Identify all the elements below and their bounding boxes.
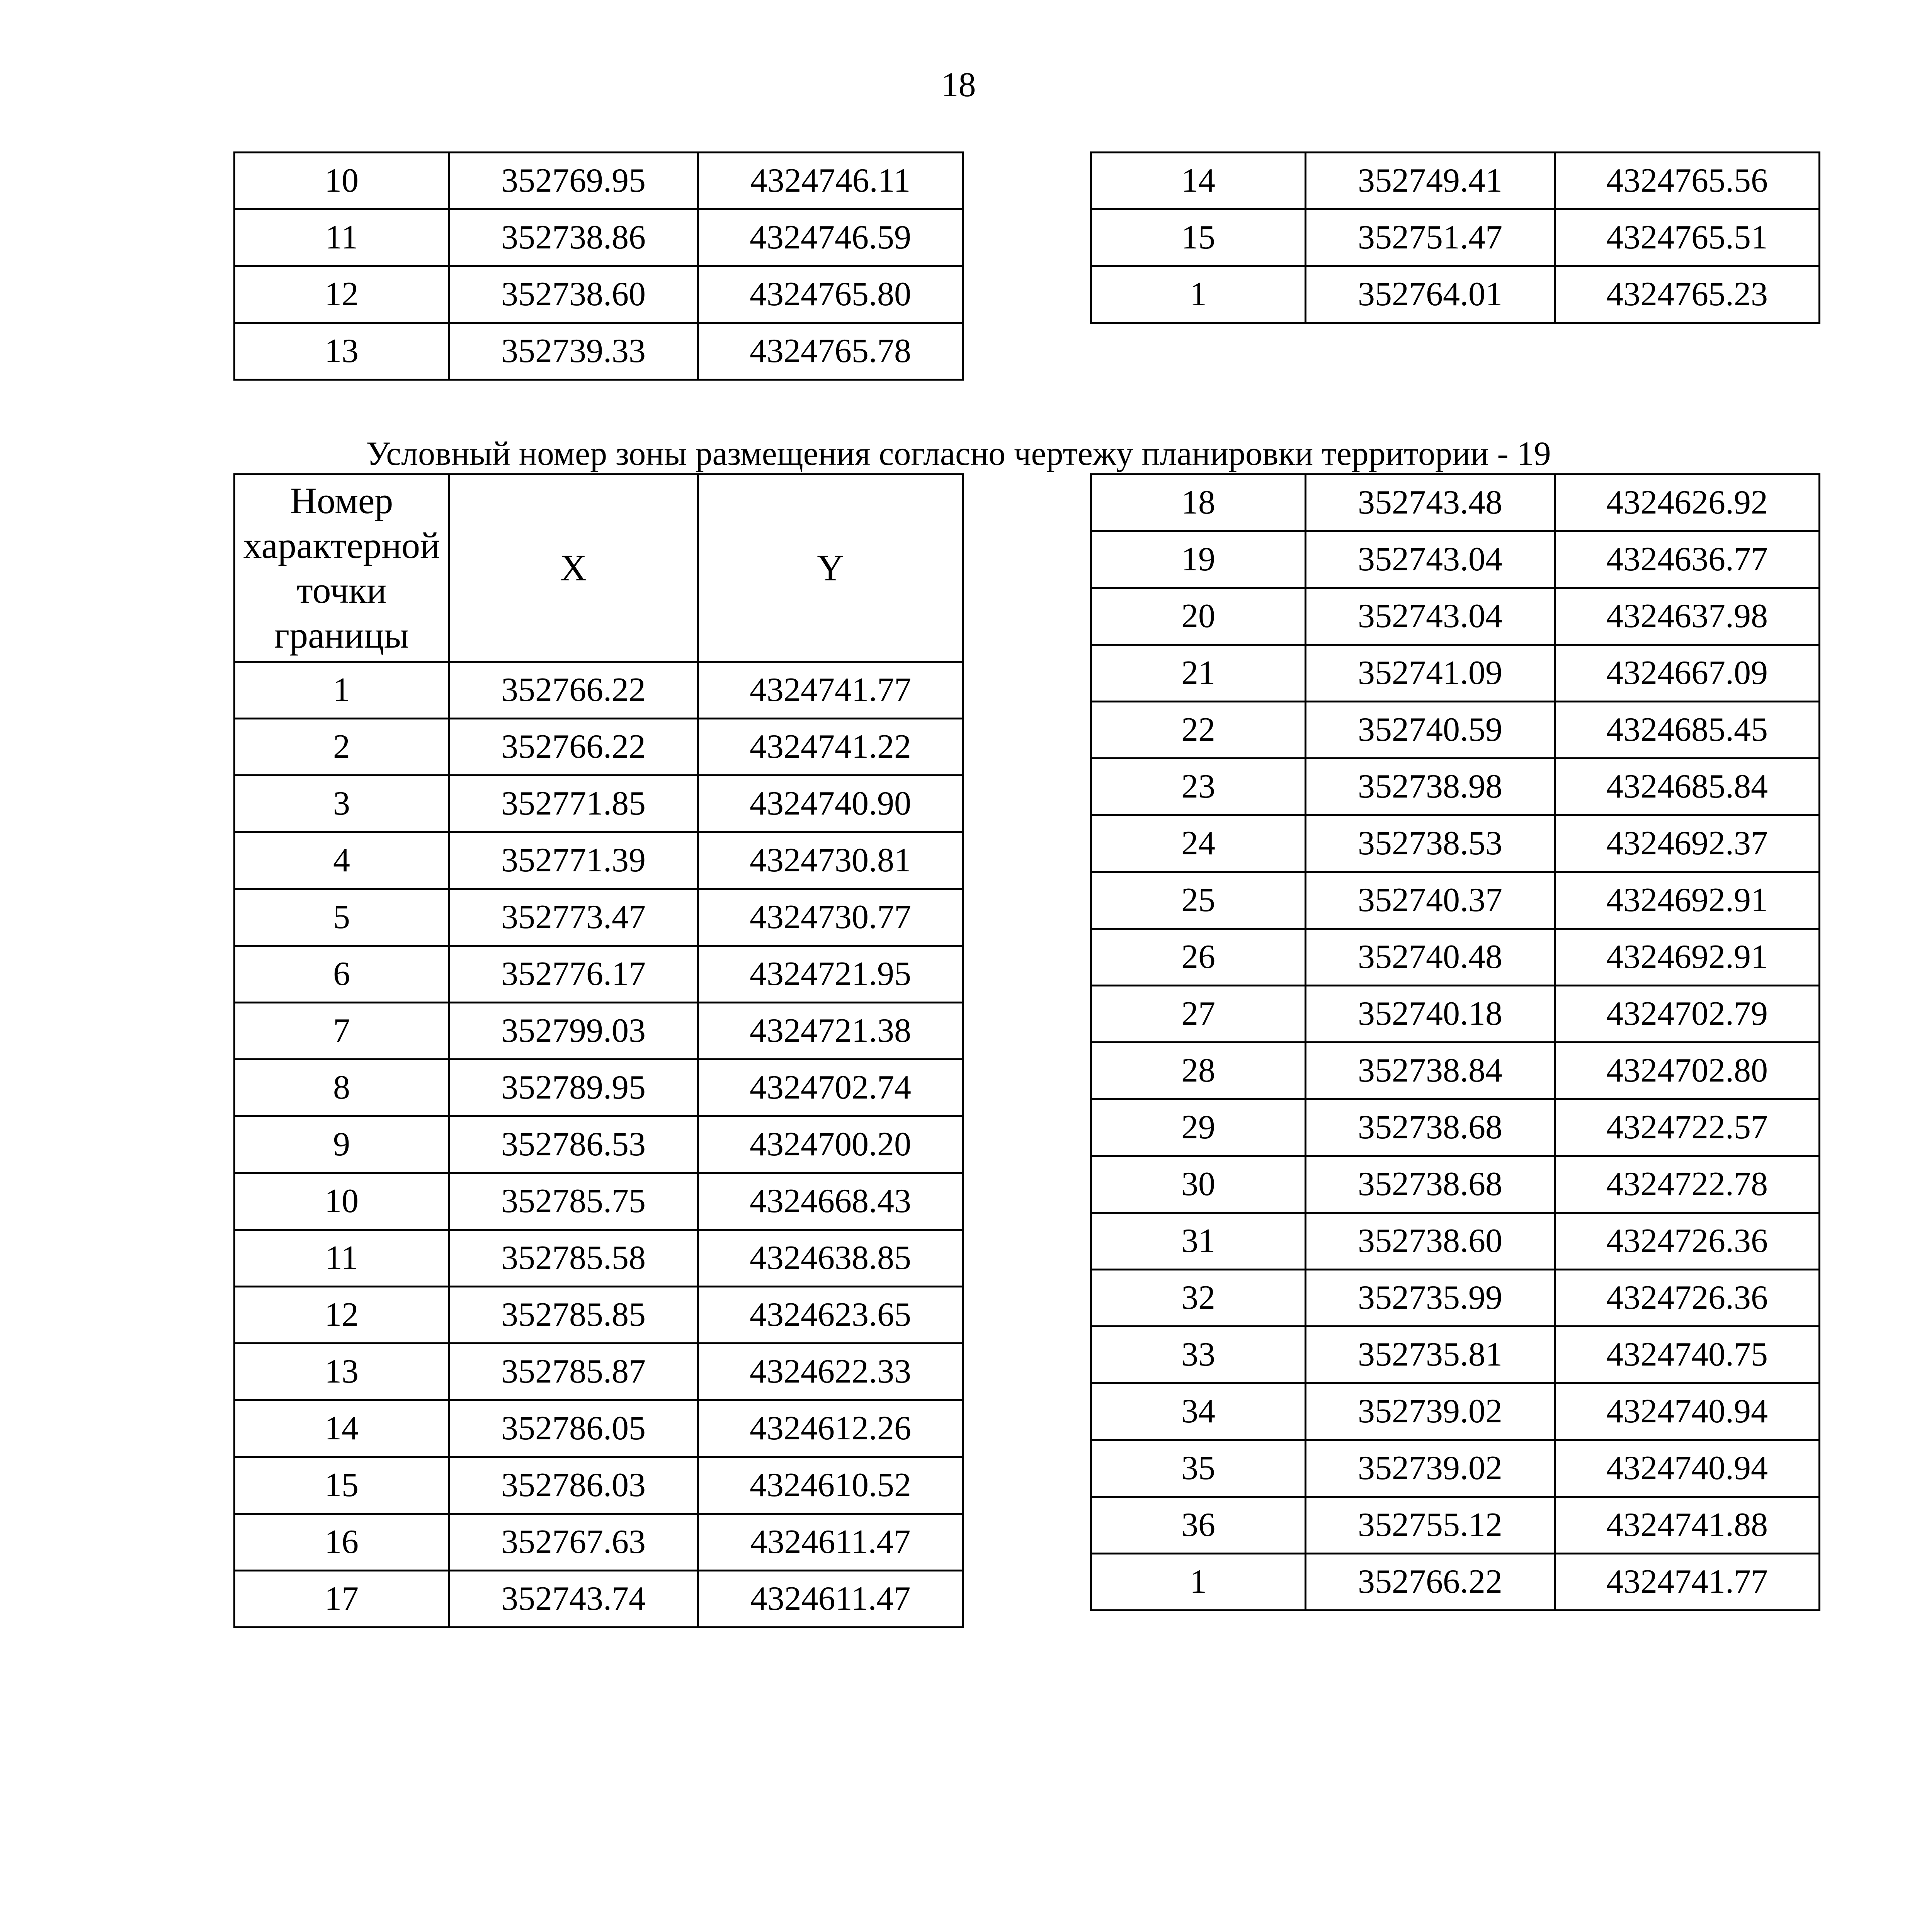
x-coordinate-cell: 352786.05: [449, 1400, 698, 1457]
table-row: [235, 1060, 963, 1116]
table-row: [235, 946, 963, 1003]
y-coordinate-cell: 4324636.77: [1555, 531, 1820, 588]
table-row: [1091, 209, 1820, 266]
y-coordinate-cell: 4324623.65: [698, 1287, 963, 1344]
point-number-cell: 11: [235, 209, 449, 266]
table-row: [235, 889, 963, 946]
point-number-cell: 15: [1091, 209, 1306, 266]
table-row: [235, 1287, 963, 1344]
point-number-cell: 17: [235, 1571, 449, 1628]
point-number-cell: 15: [235, 1457, 449, 1514]
table-row: [1091, 266, 1820, 323]
table-row: [1091, 1383, 1820, 1440]
zone-caption: Условный номер зоны размещения согласно чертежу планировки территории - 19: [366, 435, 1551, 473]
point-number-cell: 29: [1091, 1099, 1306, 1156]
point-number-cell: 20: [1091, 588, 1306, 645]
y-coordinate-cell: 4324765.80: [698, 266, 963, 323]
point-number-cell: 26: [1091, 929, 1306, 986]
x-coordinate-cell: 352735.81: [1306, 1327, 1555, 1383]
point-number-cell: 27: [1091, 986, 1306, 1043]
x-coordinate-cell: 352785.87: [449, 1344, 698, 1400]
header-y: Y: [698, 474, 963, 662]
table-row: [235, 209, 963, 266]
point-number-cell: 12: [235, 266, 449, 323]
table-row: [235, 1173, 963, 1230]
point-number-cell: 1: [1091, 266, 1306, 323]
y-coordinate-cell: 4324765.56: [1555, 153, 1820, 209]
x-coordinate-cell: 352741.09: [1306, 645, 1555, 702]
table-row: [235, 1344, 963, 1400]
x-coordinate-cell: 352771.39: [449, 832, 698, 889]
y-coordinate-cell: 4324692.91: [1555, 872, 1820, 929]
table-row: [235, 1003, 963, 1060]
point-number-cell: 35: [1091, 1440, 1306, 1497]
table-row: [235, 153, 963, 209]
table-row: [1091, 474, 1820, 531]
point-number-cell: 5: [235, 889, 449, 946]
y-coordinate-cell: 4324741.77: [1555, 1554, 1820, 1611]
y-coordinate-cell: 4324730.77: [698, 889, 963, 946]
table-row: [1091, 1270, 1820, 1327]
x-coordinate-cell: 352767.63: [449, 1514, 698, 1571]
x-coordinate-cell: 352740.48: [1306, 929, 1555, 986]
x-coordinate-cell: 352766.22: [449, 719, 698, 776]
x-coordinate-cell: 352740.59: [1306, 702, 1555, 759]
y-coordinate-cell: 4324692.91: [1555, 929, 1820, 986]
x-coordinate-cell: 352785.85: [449, 1287, 698, 1344]
y-coordinate-cell: 4324765.23: [1555, 266, 1820, 323]
x-coordinate-cell: 352735.99: [1306, 1270, 1555, 1327]
y-coordinate-cell: 4324667.09: [1555, 645, 1820, 702]
table-row: [235, 662, 963, 719]
table-row: [1091, 531, 1820, 588]
y-coordinate-cell: 4324722.78: [1555, 1156, 1820, 1213]
point-number-cell: 2: [235, 719, 449, 776]
x-coordinate-cell: 352738.68: [1306, 1099, 1555, 1156]
point-number-cell: 6: [235, 946, 449, 1003]
y-coordinate-cell: 4324740.94: [1555, 1383, 1820, 1440]
table-row: [235, 832, 963, 889]
table-row: [1091, 1099, 1820, 1156]
point-number-cell: 34: [1091, 1383, 1306, 1440]
point-number-cell: 13: [235, 323, 449, 380]
point-number-cell: 10: [235, 153, 449, 209]
table-row: [1091, 1497, 1820, 1554]
y-coordinate-cell: 4324721.95: [698, 946, 963, 1003]
x-coordinate-cell: 352738.98: [1306, 759, 1555, 815]
point-number-cell: 13: [235, 1344, 449, 1400]
table-row: [235, 719, 963, 776]
x-coordinate-cell: 352764.01: [1306, 266, 1555, 323]
x-coordinate-cell: 352738.60: [1306, 1213, 1555, 1270]
x-coordinate-cell: 352739.02: [1306, 1383, 1555, 1440]
table-row: [235, 1571, 963, 1628]
table-row: [1091, 872, 1820, 929]
y-coordinate-cell: 4324610.52: [698, 1457, 963, 1514]
y-coordinate-cell: 4324722.57: [1555, 1099, 1820, 1156]
x-coordinate-cell: 352739.33: [449, 323, 698, 380]
x-coordinate-cell: 352739.02: [1306, 1440, 1555, 1497]
table-row: [1091, 815, 1820, 872]
table-row: [235, 1230, 963, 1287]
point-number-cell: 1: [235, 662, 449, 719]
point-number-cell: 14: [235, 1400, 449, 1457]
x-coordinate-cell: 352799.03: [449, 1003, 698, 1060]
point-number-cell: 33: [1091, 1327, 1306, 1383]
table-row: [1091, 759, 1820, 815]
point-number-cell: 10: [235, 1173, 449, 1230]
y-coordinate-cell: 4324741.22: [698, 719, 963, 776]
x-coordinate-cell: 352755.12: [1306, 1497, 1555, 1554]
table-row: [1091, 588, 1820, 645]
y-coordinate-cell: 4324741.77: [698, 662, 963, 719]
y-coordinate-cell: 4324700.20: [698, 1116, 963, 1173]
point-number-cell: 25: [1091, 872, 1306, 929]
y-coordinate-cell: 4324702.80: [1555, 1043, 1820, 1099]
x-coordinate-cell: 352769.95: [449, 153, 698, 209]
point-number-cell: 16: [235, 1514, 449, 1571]
y-coordinate-cell: 4324668.43: [698, 1173, 963, 1230]
y-coordinate-cell: 4324740.75: [1555, 1327, 1820, 1383]
table-row: [1091, 1156, 1820, 1213]
table-row: [1091, 1043, 1820, 1099]
table-row: [1091, 1440, 1820, 1497]
y-coordinate-cell: 4324726.36: [1555, 1213, 1820, 1270]
x-coordinate-cell: 352740.18: [1306, 986, 1555, 1043]
x-coordinate-cell: 352785.58: [449, 1230, 698, 1287]
y-coordinate-cell: 4324611.47: [698, 1571, 963, 1628]
y-coordinate-cell: 4324685.45: [1555, 702, 1820, 759]
point-number-cell: 8: [235, 1060, 449, 1116]
y-coordinate-cell: 4324638.85: [698, 1230, 963, 1287]
table-row: [235, 1514, 963, 1571]
header-point-number: Номер характерной точки границы: [235, 474, 449, 662]
table-row: [235, 1457, 963, 1514]
x-coordinate-cell: 352771.85: [449, 776, 698, 832]
x-coordinate-cell: 352738.53: [1306, 815, 1555, 872]
zone-19-coordinates-table-left: [233, 473, 964, 1628]
x-coordinate-cell: 352740.37: [1306, 872, 1555, 929]
coordinates-table-continuation-right: [1090, 151, 1820, 324]
x-coordinate-cell: 352738.68: [1306, 1156, 1555, 1213]
table-header-row: [235, 474, 963, 662]
y-coordinate-cell: 4324765.78: [698, 323, 963, 380]
header-x: X: [449, 474, 698, 662]
x-coordinate-cell: 352749.41: [1306, 153, 1555, 209]
x-coordinate-cell: 352785.75: [449, 1173, 698, 1230]
table-row: [1091, 1213, 1820, 1270]
y-coordinate-cell: 4324721.38: [698, 1003, 963, 1060]
point-number-cell: 1: [1091, 1554, 1306, 1611]
point-number-cell: 32: [1091, 1270, 1306, 1327]
x-coordinate-cell: 352743.04: [1306, 588, 1555, 645]
point-number-cell: 31: [1091, 1213, 1306, 1270]
y-coordinate-cell: 4324626.92: [1555, 474, 1820, 531]
x-coordinate-cell: 352738.60: [449, 266, 698, 323]
point-number-cell: 3: [235, 776, 449, 832]
x-coordinate-cell: 352738.86: [449, 209, 698, 266]
y-coordinate-cell: 4324730.81: [698, 832, 963, 889]
y-coordinate-cell: 4324746.11: [698, 153, 963, 209]
x-coordinate-cell: 352773.47: [449, 889, 698, 946]
point-number-cell: 18: [1091, 474, 1306, 531]
y-coordinate-cell: 4324702.74: [698, 1060, 963, 1116]
table-row: [1091, 986, 1820, 1043]
y-coordinate-cell: 4324741.88: [1555, 1497, 1820, 1554]
y-coordinate-cell: 4324765.51: [1555, 209, 1820, 266]
x-coordinate-cell: 352743.74: [449, 1571, 698, 1628]
table-row: [235, 1116, 963, 1173]
y-coordinate-cell: 4324637.98: [1555, 588, 1820, 645]
table-row: [235, 323, 963, 380]
point-number-cell: 28: [1091, 1043, 1306, 1099]
point-number-cell: 23: [1091, 759, 1306, 815]
point-number-cell: 7: [235, 1003, 449, 1060]
y-coordinate-cell: 4324685.84: [1555, 759, 1820, 815]
zone-19-coordinates-table-right: [1090, 473, 1820, 1611]
point-number-cell: 19: [1091, 531, 1306, 588]
point-number-cell: 11: [235, 1230, 449, 1287]
point-number-cell: 21: [1091, 645, 1306, 702]
y-coordinate-cell: 4324611.47: [698, 1514, 963, 1571]
table-row: [1091, 702, 1820, 759]
x-coordinate-cell: 352786.03: [449, 1457, 698, 1514]
table-row: [1091, 645, 1820, 702]
point-number-cell: 24: [1091, 815, 1306, 872]
y-coordinate-cell: 4324746.59: [698, 209, 963, 266]
point-number-cell: 12: [235, 1287, 449, 1344]
point-number-cell: 22: [1091, 702, 1306, 759]
x-coordinate-cell: 352738.84: [1306, 1043, 1555, 1099]
x-coordinate-cell: 352776.17: [449, 946, 698, 1003]
point-number-cell: 36: [1091, 1497, 1306, 1554]
y-coordinate-cell: 4324692.37: [1555, 815, 1820, 872]
table-row: [1091, 1554, 1820, 1611]
table-row: [1091, 1327, 1820, 1383]
y-coordinate-cell: 4324702.79: [1555, 986, 1820, 1043]
point-number-cell: 9: [235, 1116, 449, 1173]
table-row: [1091, 929, 1820, 986]
x-coordinate-cell: 352789.95: [449, 1060, 698, 1116]
y-coordinate-cell: 4324612.26: [698, 1400, 963, 1457]
page-number: 18: [941, 66, 976, 104]
table-row: [235, 776, 963, 832]
x-coordinate-cell: 352786.53: [449, 1116, 698, 1173]
x-coordinate-cell: 352751.47: [1306, 209, 1555, 266]
coordinates-table-continuation-left: [233, 151, 964, 381]
x-coordinate-cell: 352766.22: [1306, 1554, 1555, 1611]
y-coordinate-cell: 4324622.33: [698, 1344, 963, 1400]
table-row: [235, 1400, 963, 1457]
y-coordinate-cell: 4324740.94: [1555, 1440, 1820, 1497]
point-number-cell: 14: [1091, 153, 1306, 209]
x-coordinate-cell: 352743.48: [1306, 474, 1555, 531]
y-coordinate-cell: 4324740.90: [698, 776, 963, 832]
table-row: [235, 266, 963, 323]
point-number-cell: 4: [235, 832, 449, 889]
y-coordinate-cell: 4324726.36: [1555, 1270, 1820, 1327]
point-number-cell: 30: [1091, 1156, 1306, 1213]
table-row: [1091, 153, 1820, 209]
x-coordinate-cell: 352743.04: [1306, 531, 1555, 588]
x-coordinate-cell: 352766.22: [449, 662, 698, 719]
